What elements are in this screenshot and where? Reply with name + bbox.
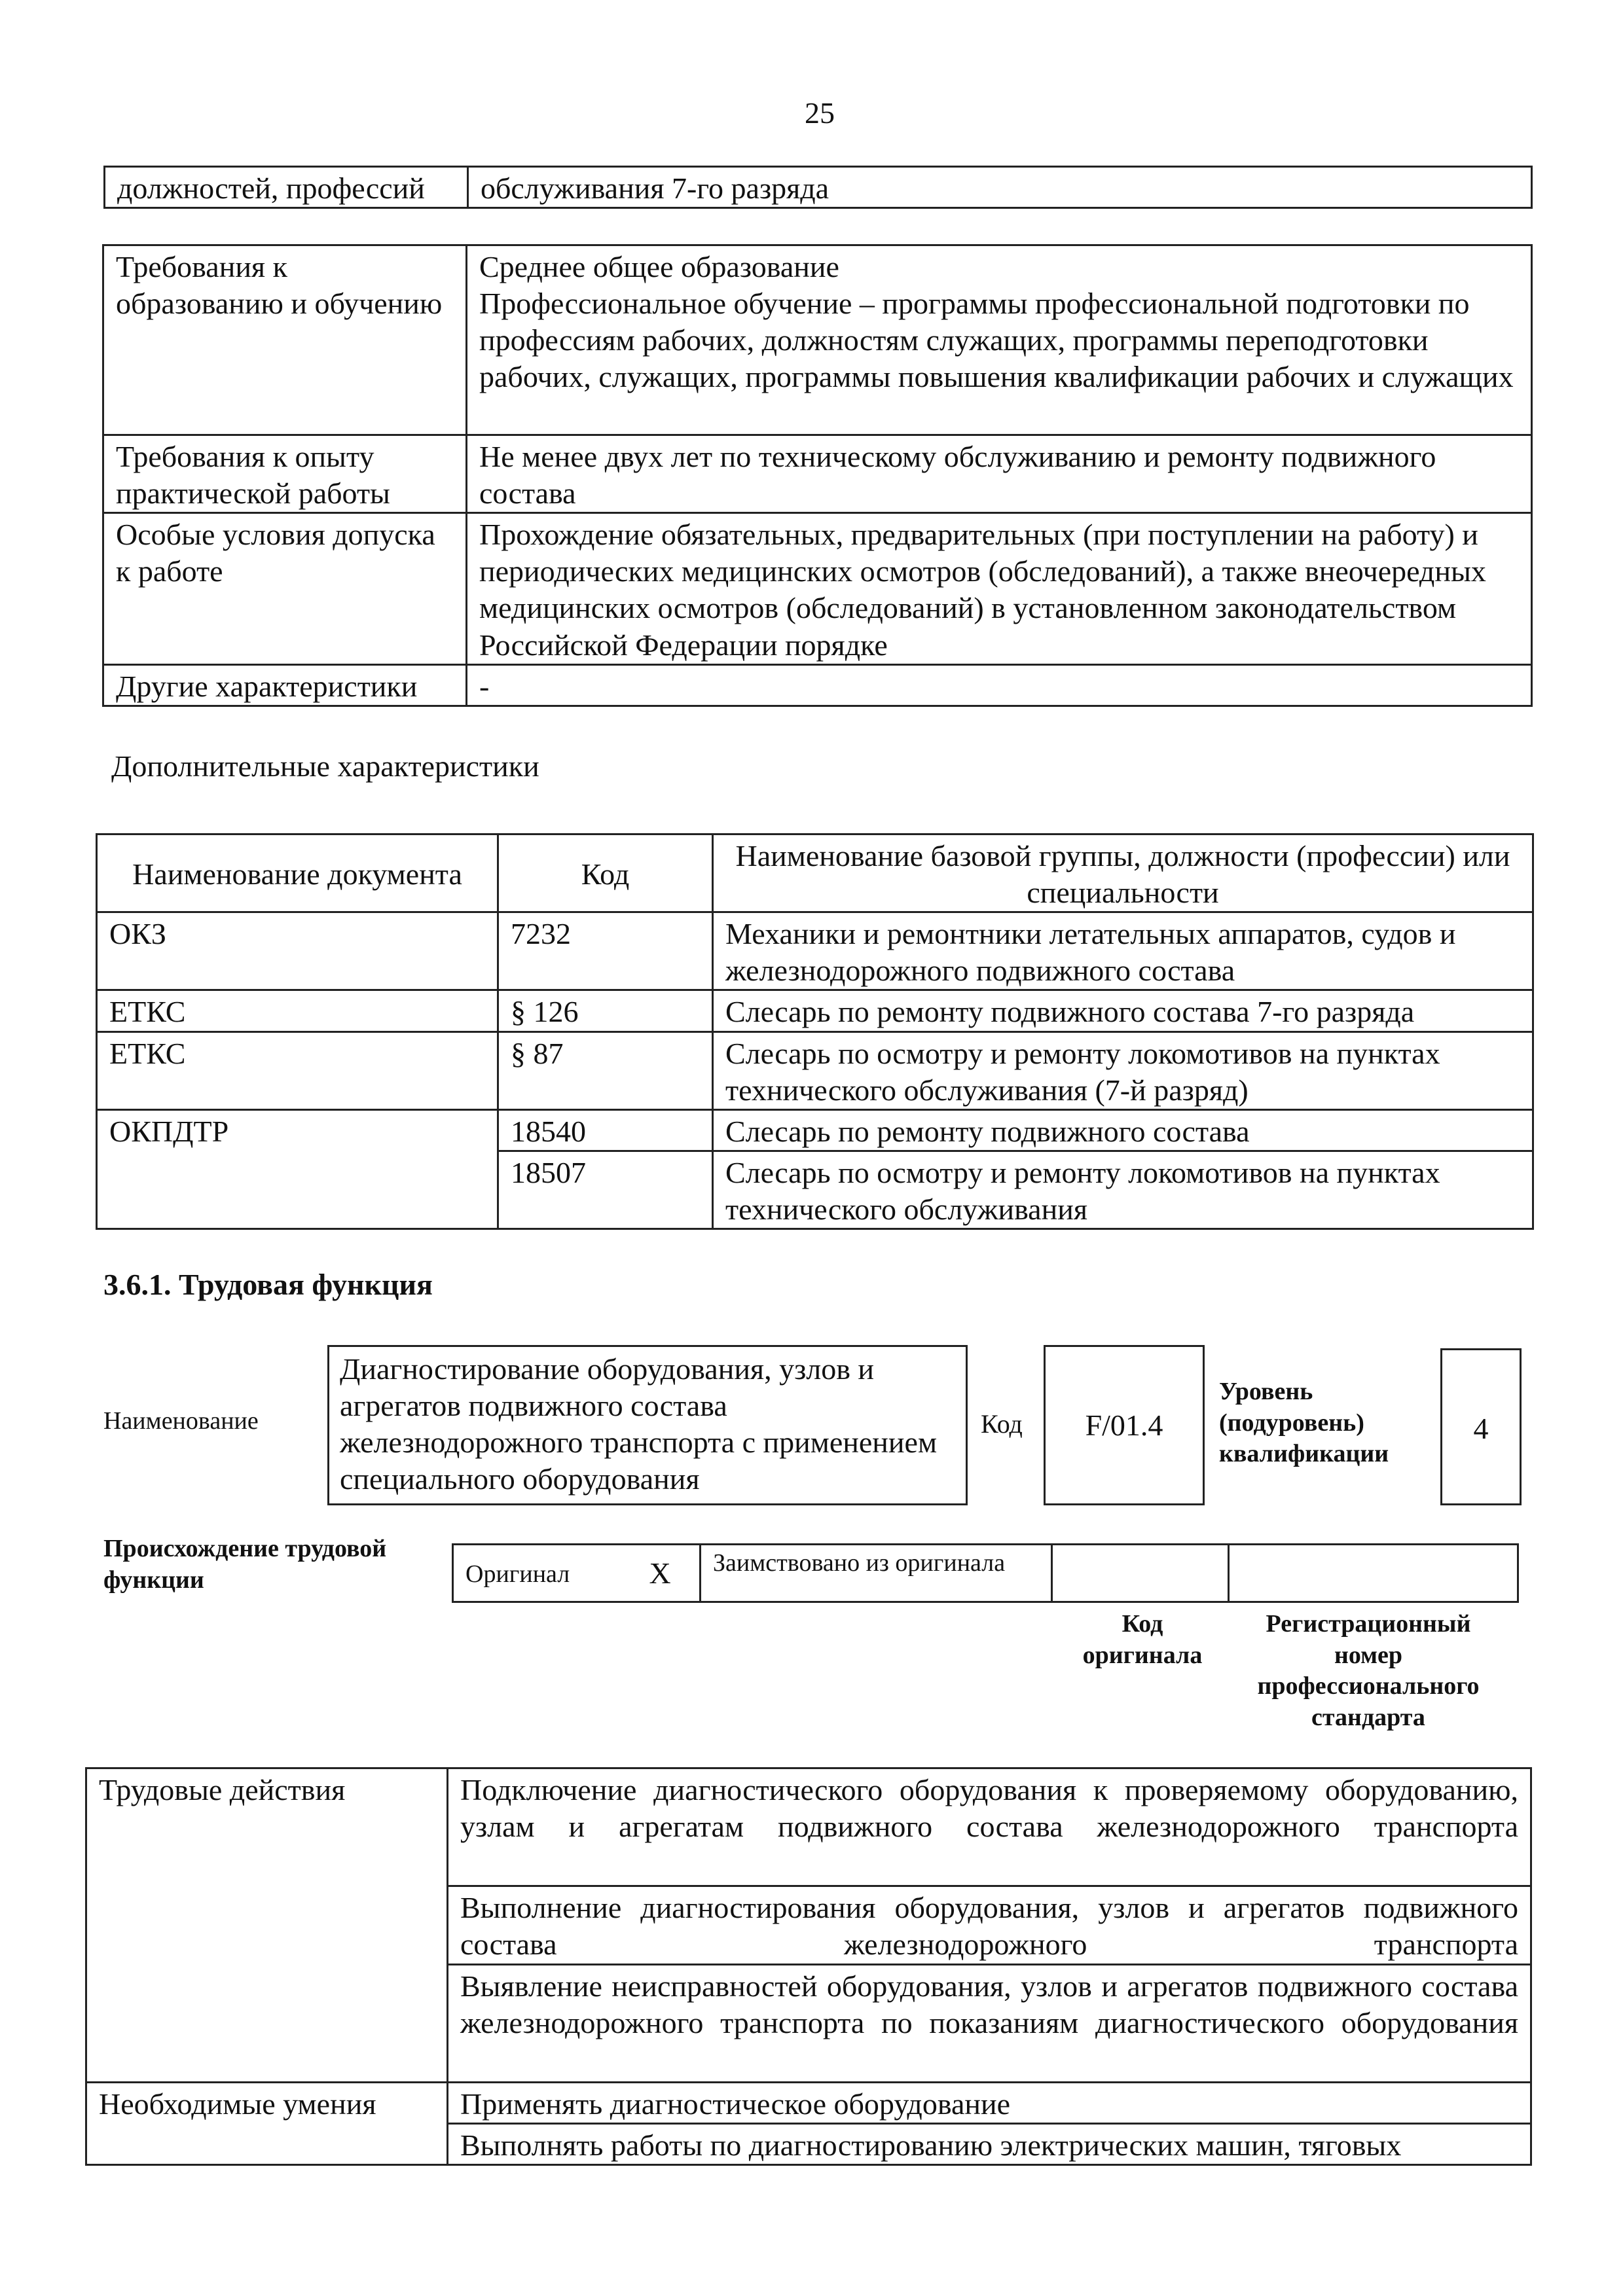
table-cell-name: Слесарь по ремонту подвижного состава 7-го разряда bbox=[713, 990, 1533, 1031]
req-value-line: Среднее общее образование bbox=[479, 250, 839, 283]
req-value-experience: Не менее двух лет по техническому обслуживанию и ремонту подвижного состава bbox=[467, 435, 1532, 513]
origin-reg-caption: Регистрационный номер профессионального стандарта bbox=[1257, 1610, 1480, 1731]
table-cell-code: 18540 bbox=[498, 1109, 713, 1151]
labor-action: Выявление неисправностей оборудования, узлов и агрегатов подвижного состава железнодорожного транспорта по показаниям диагностического оборудования bbox=[448, 1965, 1531, 2083]
labor-actions-label: Трудовые действия bbox=[86, 1768, 448, 2083]
table-cell-doc: ОКПДТР bbox=[97, 1109, 498, 1229]
origin-code-caption: Код оригинала bbox=[1082, 1610, 1203, 1669]
function-name-label: Наименование bbox=[103, 1407, 259, 1435]
origin-reg-cell bbox=[1229, 1545, 1518, 1602]
function-level-label: Уровень (подуровень) квалификации bbox=[1219, 1378, 1389, 1467]
origin-original-label: Оригинал bbox=[453, 1545, 649, 1602]
table-cell-code: § 87 bbox=[498, 1031, 713, 1109]
origin-label: Происхождение трудовой функции bbox=[103, 1535, 387, 1594]
table-cell-doc: ЕТКС bbox=[97, 990, 498, 1031]
header-group-name: Наименование базовой группы, должности (профессии) или специальности bbox=[713, 834, 1533, 912]
continuation-right: обслуживания 7-го разряда bbox=[468, 167, 1532, 208]
req-label-experience: Требования к опыту практической работы bbox=[103, 435, 467, 513]
labor-table bbox=[85, 1767, 1532, 2166]
additional-table bbox=[96, 833, 1534, 1230]
origin-code-cell bbox=[1052, 1545, 1229, 1602]
req-value-line: Профессиональное обучение – программы профессиональной подготовки по профессиям рабочих, должностям служащих, программы переподготовки рабочих, служащих, программы повышения квалификации рабочих и служащих bbox=[479, 287, 1514, 394]
function-level-value: 4 bbox=[1473, 1412, 1489, 1445]
table-cell-code: 7232 bbox=[498, 912, 713, 990]
labor-skills-label: Необходимые умения bbox=[86, 2083, 448, 2165]
function-name-value: Диагностирование оборудования, узлов и агрегатов подвижного состава железнодорожного транспорта с применением специального оборудования bbox=[340, 1352, 938, 1496]
function-code-box bbox=[1044, 1345, 1205, 1505]
req-label-education: Требования к образованию и обучению bbox=[103, 245, 467, 435]
function-code-value: F/01.4 bbox=[1085, 1408, 1163, 1442]
req-value-education bbox=[467, 245, 1532, 435]
table-cell-code: § 126 bbox=[498, 990, 713, 1031]
labor-skill: Применять диагностическое оборудование bbox=[448, 2083, 1531, 2124]
table-cell-name: Слесарь по осмотру и ремонту локомотивов на пунктах технического обслуживания bbox=[713, 1151, 1533, 1229]
additional-title: Дополнительные характеристики bbox=[111, 749, 539, 783]
table-cell-name: Механики и ремонтники летательных аппаратов, судов и железнодорожного подвижного состава bbox=[713, 912, 1533, 990]
requirements-table bbox=[102, 244, 1533, 707]
continuation-row bbox=[103, 166, 1533, 209]
table-cell-code: 18507 bbox=[498, 1151, 713, 1229]
function-name-box bbox=[327, 1345, 968, 1505]
origin-original-mark: X bbox=[649, 1545, 701, 1602]
labor-action: Подключение диагностического оборудования к проверяемому оборудованию, узлам и агрегатам подвижного состава железнодорожного транспорта bbox=[448, 1768, 1531, 1886]
origin-table bbox=[452, 1543, 1519, 1603]
req-label-special-conditions: Особые условия допуска к работе bbox=[103, 513, 467, 665]
continuation-left: должностей, профессий bbox=[105, 167, 468, 208]
labor-skill: Выполнять работы по диагностированию электрических машин, тяговых bbox=[448, 2124, 1531, 2165]
page-number: 25 bbox=[805, 96, 835, 130]
origin-borrowed-label: Заимствовано из оригинала bbox=[701, 1545, 1052, 1602]
labor-action: Выполнение диагностирования оборудования, узлов и агрегатов подвижного состава железнодорожного транспорта bbox=[448, 1886, 1531, 1965]
header-code: Код bbox=[498, 834, 713, 912]
req-label-other: Другие характеристики bbox=[103, 665, 467, 706]
header-doc-name: Наименование документа bbox=[97, 834, 498, 912]
table-cell-doc: ОКЗ bbox=[97, 912, 498, 990]
function-level-box bbox=[1440, 1348, 1522, 1505]
function-code-label: Код bbox=[981, 1409, 1023, 1439]
table-cell-doc: ЕТКС bbox=[97, 1031, 498, 1109]
section-title: 3.6.1. Трудовая функция bbox=[103, 1268, 433, 1301]
table-cell-name: Слесарь по осмотру и ремонту локомотивов на пунктах технического обслуживания (7-й разряд) bbox=[713, 1031, 1533, 1109]
req-value-special-conditions: Прохождение обязательных, предварительных (при поступлении на работу) и периодических медицинских осмотров (обследований), а также внеочередных медицинских осмотров (обследований) в установленном законодательством Российской Федерации порядке bbox=[467, 513, 1532, 665]
table-cell-name: Слесарь по ремонту подвижного состава bbox=[713, 1109, 1533, 1151]
req-value-other: - bbox=[467, 665, 1532, 706]
